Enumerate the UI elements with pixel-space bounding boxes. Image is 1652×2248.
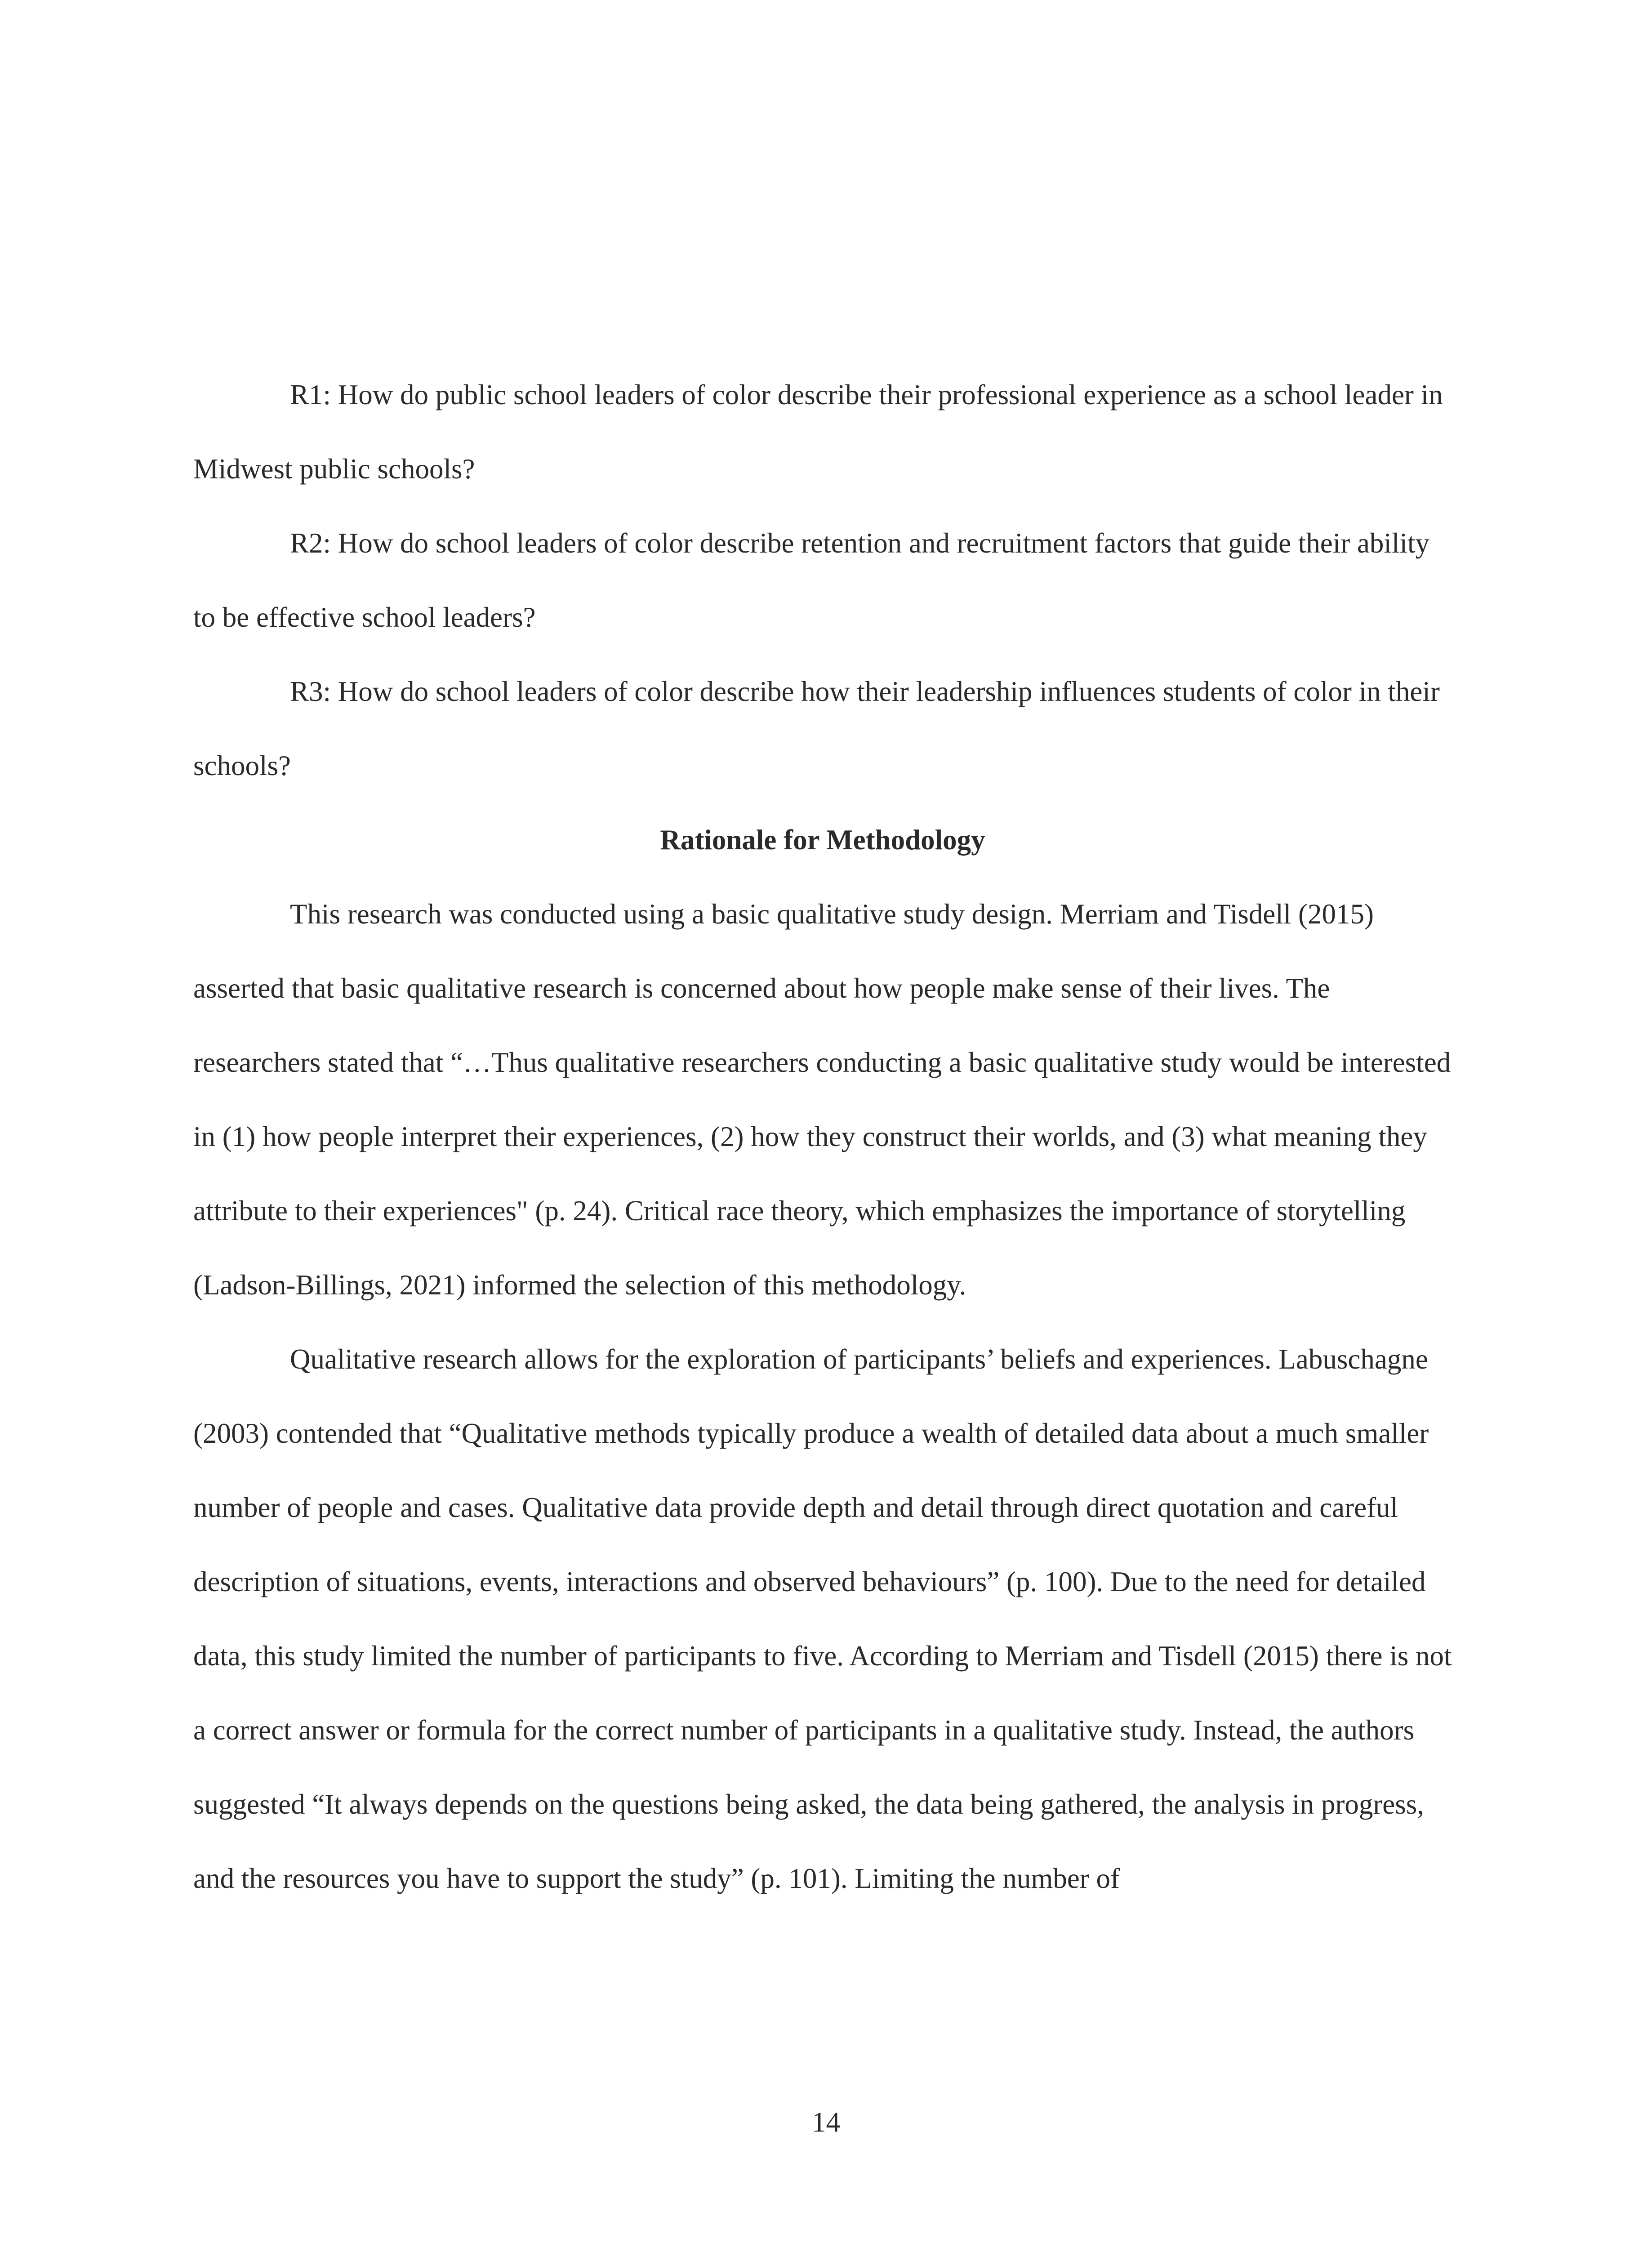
- research-question-r2: R2: How do school leaders of color describe retention and recruitment factors that guide their ability to be effective school leaders?: [193, 527, 1429, 633]
- document-body: [193, 358, 1452, 1916]
- research-question-r1: R1: How do public school leaders of color describe their professional experience as a school leader in Midwest public schools?: [193, 379, 1443, 485]
- qualitative-research-paragraph: Qualitative research allows for the exploration of participants’ beliefs and experiences. Labuschagne (2003) contended that “Qualitative methods typically produce a wealth of detailed data about a much smaller number of people and cases. Qualitative data provide depth and detail through direct quotation and careful description of situations, events, interactions and observed behaviours” (p. 100). Due to the need for detailed data, this study limited the number of participants to five. According to Merriam and Tisdell (2015) there is not a correct answer or formula for the correct number of participants in a qualitative study. Instead, the authors suggested “It always depends on the questions being asked, the data being gathered, the analysis in progress, and the resources you have to support the study” (p. 101). Limiting the number of: [193, 1343, 1452, 1894]
- research-question-r3: R3: How do school leaders of color describe how their leadership influences students of color in their schools?: [193, 676, 1440, 781]
- methodology-paragraph: This research was conducted using a basic qualitative study design. Merriam and Tisdell (2015) asserted that basic qualitative research is concerned about how people make sense of their lives. The researchers stated that “…Thus qualitative researchers conducting a basic qualitative study would be interested in (1) how people interpret their experiences, (2) how they construct their worlds, and (3) what meaning they attribute to their experiences" (p. 24). Critical race theory, which emphasizes the importance of storytelling (Ladson-Billings, 2021) informed the selection of this methodology.: [193, 898, 1451, 1301]
- section-heading: Rationale for Methodology: [660, 824, 985, 856]
- page-number: 14: [812, 2106, 840, 2138]
